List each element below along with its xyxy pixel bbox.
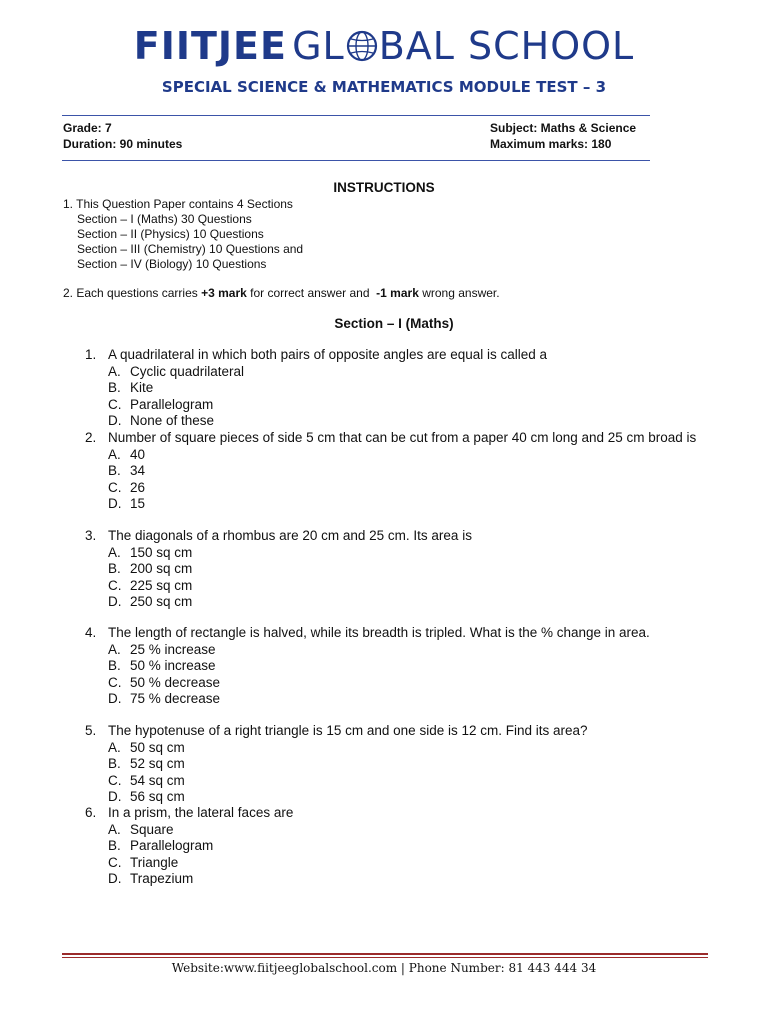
instruction-section-item: Section – IV (Biology) 10 Questions <box>77 257 267 271</box>
option-label: C. <box>108 577 122 593</box>
option <box>85 561 705 578</box>
option <box>85 397 705 414</box>
question-number: 1. <box>85 347 97 362</box>
question-1 <box>85 347 705 430</box>
option-label: B. <box>108 561 121 576</box>
option <box>85 364 705 381</box>
option-label: B. <box>108 756 121 771</box>
option-label: A. <box>108 544 121 560</box>
question-text: A quadrilateral in which both pairs of opposite angles are equal is called a <box>108 347 548 362</box>
option-label: B. <box>108 380 121 395</box>
instructions-heading: INSTRUCTIONS <box>333 180 435 195</box>
option <box>85 675 705 692</box>
option-text: Parallelogram <box>130 396 214 412</box>
option <box>85 413 705 430</box>
option-text: 50 % decrease <box>130 674 221 690</box>
option-text: 26 <box>130 479 146 495</box>
option-label: D. <box>108 413 122 428</box>
option-text: 225 sq cm <box>130 577 193 593</box>
section-heading: Section – I (Maths) <box>334 316 454 331</box>
question-number: 6. <box>85 805 97 820</box>
option-label: A. <box>108 363 121 379</box>
option <box>85 380 705 397</box>
question-number: 2. <box>85 430 97 445</box>
marking-text-post: wrong answer. <box>418 286 500 300</box>
option-label: C. <box>108 854 122 870</box>
question-number: 4. <box>85 625 97 640</box>
marking-plus: +3 mark <box>201 286 247 300</box>
option-label: D. <box>108 496 122 511</box>
option-label: D. <box>108 594 122 609</box>
header-divider-top <box>62 115 650 116</box>
instruction-line-1: 1. This Question Paper contains 4 Sections <box>63 197 293 211</box>
option-label: A. <box>108 821 121 837</box>
school-logo <box>0 24 768 68</box>
instruction-section-item: Section – II (Physics) 10 Questions <box>77 227 264 241</box>
option <box>85 855 705 872</box>
option <box>85 756 705 773</box>
option <box>85 594 705 611</box>
option-text: 34 <box>130 463 146 478</box>
option-text: None of these <box>130 413 215 428</box>
option-label: C. <box>108 772 122 788</box>
footer-divider-thin <box>62 957 708 958</box>
meta-right <box>490 120 636 152</box>
footer-contact: Website:www.fiitjeeglobalschool.com | Phone Number: 81 443 444 34 <box>171 961 597 975</box>
footer-divider <box>62 953 708 955</box>
question-text: The length of rectangle is halved, while its breadth is tripled. What is the % change in area. <box>108 625 650 640</box>
question-2 <box>85 430 705 513</box>
question-text: In a prism, the lateral faces are <box>108 805 294 820</box>
option-label: D. <box>108 691 122 706</box>
option <box>85 480 705 497</box>
option <box>85 496 705 513</box>
question-5 <box>85 723 705 806</box>
question-text: Number of square pieces of side 5 cm that can be cut from a paper 40 cm long and 25 cm broad is <box>108 430 697 445</box>
option <box>85 463 705 480</box>
question-4 <box>85 625 705 708</box>
question-text: The hypotenuse of a right triangle is 15 cm and one side is 12 cm. Find its area? <box>108 723 588 738</box>
option-text: 75 % decrease <box>130 691 221 706</box>
marking-text-mid: for correct answer and <box>246 286 377 300</box>
option-text: 15 <box>130 496 146 511</box>
test-title: SPECIAL SCIENCE & MATHEMATICS MODULE TEST – 3 <box>161 78 607 96</box>
option <box>85 838 705 855</box>
max-marks-label: Maximum marks: 180 <box>490 137 612 151</box>
option-text: 50 sq cm <box>130 739 185 755</box>
question-3 <box>85 528 705 611</box>
option <box>85 740 705 757</box>
option-label: A. <box>108 446 121 462</box>
option <box>85 871 705 888</box>
meta-left <box>63 120 182 152</box>
subject-label: Subject: Maths & Science <box>490 121 637 135</box>
option-label: C. <box>108 396 122 412</box>
option-label: B. <box>108 838 121 853</box>
instruction-marking <box>63 286 500 301</box>
option-text: Cyclic quadrilateral <box>130 363 245 379</box>
duration-label: Duration: 90 minutes <box>63 137 183 151</box>
option-text: 52 sq cm <box>130 756 185 771</box>
option <box>85 773 705 790</box>
instruction-section-item: Section – III (Chemistry) 10 Questions and <box>77 242 304 256</box>
option-label: C. <box>108 479 122 495</box>
question-number: 5. <box>85 723 97 738</box>
option-text: 25 % increase <box>130 641 216 657</box>
option-label: D. <box>108 871 122 886</box>
option <box>85 578 705 595</box>
option-text: 54 sq cm <box>130 772 185 788</box>
option-text: Square <box>130 821 174 837</box>
option-text: Trapezium <box>130 871 194 886</box>
option <box>85 447 705 464</box>
option <box>85 691 705 708</box>
question-6 <box>85 805 705 888</box>
header-divider-bottom <box>62 160 650 161</box>
instruction-section-item: Section – I (Maths) 30 Questions <box>77 212 252 226</box>
option <box>85 789 705 806</box>
instruction-sections <box>63 197 303 272</box>
option <box>85 545 705 562</box>
option-text: 40 <box>130 446 146 462</box>
logo-brand-light-2: BAL SCHOOL <box>378 24 635 68</box>
option-label: C. <box>108 674 122 690</box>
option-text: Triangle <box>130 854 179 870</box>
option <box>85 658 705 675</box>
option-label: B. <box>108 658 121 673</box>
marking-minus: -1 mark <box>376 286 419 300</box>
option-label: A. <box>108 739 121 755</box>
option-text: 56 sq cm <box>130 789 185 804</box>
question-number: 3. <box>85 528 97 543</box>
logo-brand-light-1: GL <box>292 24 345 68</box>
marking-text-pre: 2. Each questions carries <box>63 286 202 300</box>
option-label: D. <box>108 789 122 804</box>
question-text: The diagonals of a rhombus are 20 cm and 25 cm. Its area is <box>108 528 472 543</box>
option-text: Parallelogram <box>130 838 214 853</box>
option-label: B. <box>108 463 121 478</box>
option-text: 200 sq cm <box>130 561 193 576</box>
grade-label: Grade: 7 <box>63 121 112 135</box>
option <box>85 642 705 659</box>
logo-brand-bold: FIITJEE <box>133 24 287 68</box>
option-label: A. <box>108 641 121 657</box>
option <box>85 822 705 839</box>
option-text: 150 sq cm <box>130 544 193 560</box>
globe-icon <box>345 29 379 67</box>
option-text: 250 sq cm <box>130 594 193 609</box>
option-text: Kite <box>130 380 154 395</box>
option-text: 50 % increase <box>130 658 216 673</box>
